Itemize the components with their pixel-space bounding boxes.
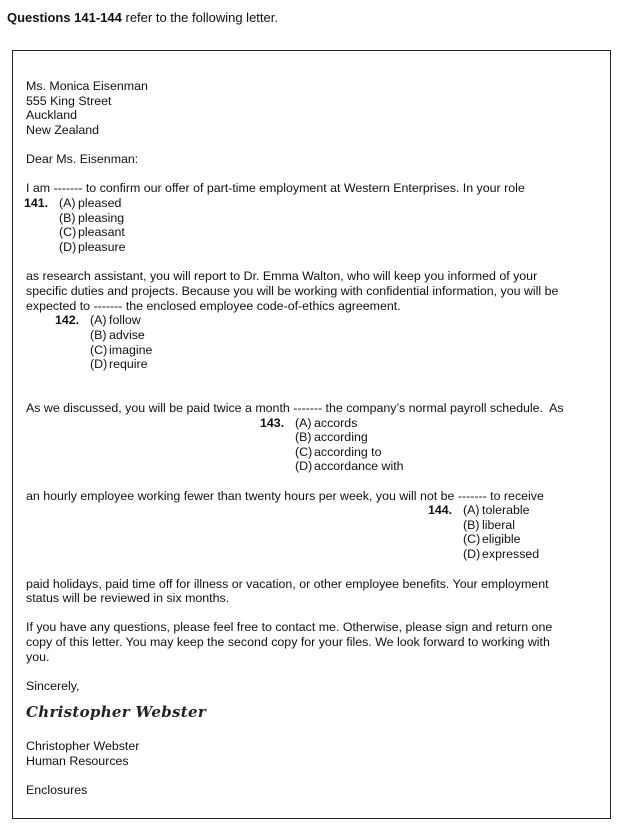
answer-option[interactable]: (B) advise (90, 328, 145, 342)
answer-option[interactable]: (C) eligible (463, 532, 521, 546)
recipient-street: 555 King Street (26, 94, 112, 108)
answer-option[interactable]: (B) pleasing (59, 211, 125, 225)
enclosures: Enclosures (26, 783, 88, 797)
question-range: Questions 141-144 (7, 10, 122, 25)
question-number: 142. (55, 313, 80, 327)
signature: Christopher Webster (26, 703, 207, 721)
answer-option[interactable]: (D) expressed (463, 547, 540, 561)
question-141 (24, 196, 52, 211)
question-number: 144. (428, 503, 453, 517)
paragraph-5-line-2: status will be reviewed in six months. (26, 591, 230, 605)
answer-option[interactable]: (B) liberal (463, 518, 516, 532)
answer-option[interactable]: (C) imagine (90, 343, 153, 357)
answer-option[interactable]: (D) accordance with (295, 459, 404, 473)
instructions-header (7, 11, 278, 26)
answer-option[interactable]: (A) tolerable (463, 503, 530, 517)
question-number: 143. (260, 416, 285, 430)
paragraph-2-line-1: as research assistant, you will report to Dr. Emma Walton, who will keep you informed of your (26, 269, 538, 283)
answer-option[interactable]: (A) follow (90, 313, 141, 327)
paragraph-5-line-1: paid holidays, paid time off for illness or vacation, or other employee benefits. Your employment (26, 577, 549, 591)
paragraph-6-line-3: you. (26, 650, 50, 664)
paragraph-6-line-1: If you have any questions, please feel free to contact me. Otherwise, please sign and return one (26, 620, 553, 634)
paragraph-1: I am ------- to confirm our offer of part-time employment at Western Enterprises. In your role (26, 181, 525, 195)
signer-name: Christopher Webster (26, 739, 140, 753)
closing: Sincerely, (26, 679, 80, 693)
question-number: 141. (24, 196, 49, 210)
recipient-name: Ms. Monica Eisenman (26, 79, 148, 93)
salutation: Dear Ms. Eisenman: (26, 152, 139, 166)
paragraph-2-line-3: expected to ------- the enclosed employee code-of-ethics agreement. (26, 299, 401, 313)
answer-option[interactable]: (D) require (90, 357, 148, 371)
paragraph-2-line-2: specific duties and projects. Because you will be working with confidential information, you will be (26, 284, 559, 298)
question-143 (260, 416, 284, 431)
recipient-country: New Zealand (26, 123, 100, 137)
answer-option[interactable]: (A) pleased (59, 196, 122, 210)
instructions-text: refer to the following letter. (121, 10, 278, 25)
answer-option[interactable]: (C) according to (295, 445, 382, 459)
paragraph-4: an hourly employee working fewer than twenty hours per week, you will not be ------- to receive (26, 489, 544, 503)
paragraph-3: As we discussed, you will be paid twice a month ------- the company’s normal payroll schedule. As (26, 401, 564, 415)
answer-option[interactable]: (C) pleasant (59, 225, 125, 239)
signer-department: Human Resources (26, 754, 129, 768)
question-144 (428, 503, 452, 518)
answer-option[interactable]: (B) according (295, 430, 368, 444)
paragraph-6-line-2: copy of this letter. You may keep the second copy for your files. We look forward to working with (26, 635, 550, 649)
answer-option[interactable]: (D) pleasure (59, 240, 126, 254)
question-142 (55, 313, 79, 328)
recipient-city: Auckland (26, 108, 77, 122)
answer-option[interactable]: (A) accords (295, 416, 358, 430)
